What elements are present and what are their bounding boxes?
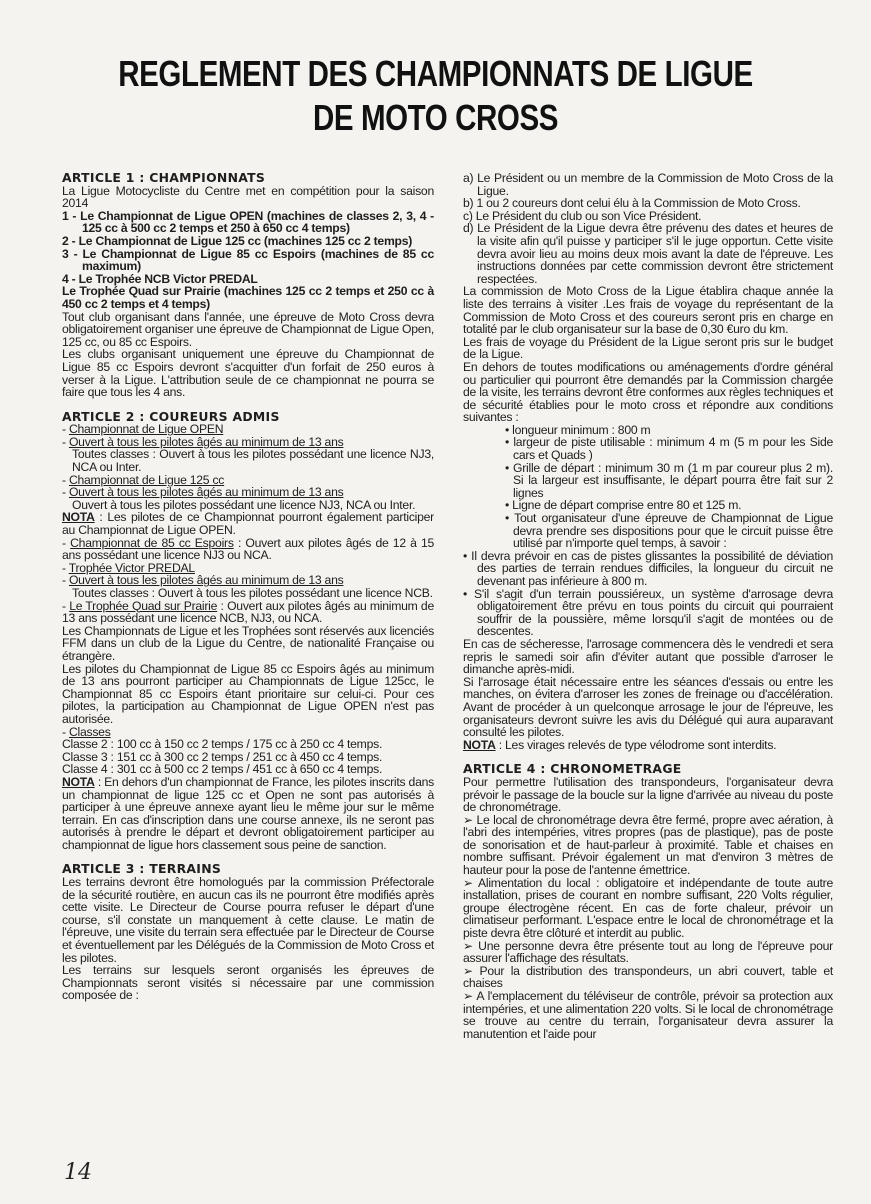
terrain-paragraph-1: La commission de Moto Cross de la Ligue établira chaque année la liste des terrains à visiter .Les frais de voyage du représentant de la Commission de Moto Cross et des coureurs seront pris en charge en totalité par le club organisateur sur la base de 0,30 €uro du km. [463, 284, 833, 337]
article-2-class-4: Classe 4 : 301 cc à 500 cc 2 temps / 451 cc à 650 cc 4 temps. [62, 762, 383, 777]
title-line-1: REGLEMENT DES CHAMPIONNATS DE LIGUE [118, 53, 753, 94]
article-4-paragraph-3: ➢ Alimentation du local : obligatoire et indépendante de toute autre installation, prises de courant en nombre suffisant, 220 Volts régulier, groupe électrogène récent. En cas de forte chaleur, prévoir un climatiseur performant. L'espace entre le local de chronométrage et la piste devra être clôturé et interdit au public. [463, 875, 833, 941]
article-1-item-1: 1 - Le Championnat de Ligue OPEN (machines de classes 2, 3, 4 - 125 cc à 500 cc 2 temps et 250 à 650 cc 4 temps) [62, 208, 434, 236]
article-2-nota-1: NOTA : Les pilotes de ce Championnat pourront également participer au Championnat de Ligue OPEN. [62, 510, 434, 538]
condition-bullet-1: • longueur minimum : 800 m [505, 422, 651, 437]
right-column [463, 172, 833, 1040]
article-1-title: ARTICLE 1 : CHAMPIONNATS [62, 170, 266, 185]
article-3-paragraph-1: Les terrains devront être homologués par la commission Préfectorale de la sécurité routière, en aucun cas ils ne pourront être modifiés après cette visite. Le Directeur de Course pourra refuser le départ d'une course, s'il constate un manquement à cette clause. Le matin de l'épreuve, une visite du terrain sera effectuée par le Directeur de Course et éventuellement par les Délégués de la Commission de Moto Cross et les pilotes. [62, 875, 434, 965]
article-1-paragraph-1: Tout club organisant dans l'année, une épreuve de Moto Cross devra obligatoirement organiser une épreuve de Championnat de Ligue Open, 125 cc, ou 85 cc Espoirs. [62, 309, 434, 349]
page-number: 14 [64, 1160, 92, 1185]
article-2-list-1: - Championnat de Ligue OPEN [62, 422, 224, 437]
article-3-paragraph-2: Les terrains sur lesquels seront organisés les épreuves de Championnats seront visités si nécessaire par une commission composée de : [62, 963, 434, 1003]
condition-bullet-4: • Ligne de départ comprise entre 80 et 125 m. [505, 498, 742, 513]
commission-member-b: b) 1 ou 2 coureurs dont celui élu à la Commission de Moto Cross. [463, 196, 801, 211]
article-2-list-2-detail: Toutes classes : Ouvert à tous les pilotes possédant une licence NJ3, NCA ou Inter. [72, 447, 434, 475]
article-2-list-7: - Ouvert à tous les pilotes âgés au minimum de 13 ans [62, 573, 344, 588]
article-4-title: ARTICLE 4 : CHRONOMETRAGE [463, 761, 682, 777]
article-2-title: ARTICLE 2 : COUREURS ADMIS [62, 408, 280, 424]
article-2-list-3: - Championnat de Ligue 125 cc [62, 472, 225, 487]
condition-bullet-5: • Tout organisateur d'une épreuve de Championnat de Ligue devra prendre ses dispositions pour que le circuit puisse être utilisé par n'importe quel temps, à savoir : [505, 511, 833, 551]
article-1-item-3: 3 - Le Championnat de Ligue 85 cc Espoirs (machines de 85 cc maximum) [62, 246, 434, 274]
left-column [62, 172, 434, 1002]
terrain-paragraph-4: En cas de sécheresse, l'arrosage commencera dès le vendredi et sera repris le samedi soir afin d'éviter autant que possible d'arroser le dimanche après-midi. [463, 636, 833, 677]
commission-member-c: c) Le Président du club ou son Vice Président. [463, 208, 702, 223]
terrain-nota: NOTA : Les virages relevés de type vélodrome sont interdits. [463, 737, 777, 752]
weather-bullet-2: • S'il s'agit d'un terrain poussiéreux, un système d'arrosage devra obligatoirement être prévu en tous points du circuit qui pourraient souffrir de la poussière, même lorsqu'il s'agit de montées ou de descentes. [463, 586, 833, 639]
article-4-paragraph-4: ➢ Une personne devra être présente tout au long de l'épreuve pour assurer l'affichage des résultats. [463, 938, 833, 966]
title-line-2: DE MOTO CROSS [312, 97, 559, 138]
commission-member-d: d) Le Président de la Ligue devra être prévenu des dates et heures de la visite afin qu'il puisse y participer s'il le juge opportun. Cette visite devra avoir lieu au moins deux mois avant la date de l'épreuve. Les instructions données par cette commission devront être strictement respectées. [463, 221, 833, 286]
article-4-paragraph-5: ➢ Pour la distribution des transpondeurs, un abri couvert, table et chaises [463, 963, 833, 991]
article-2-list-4-detail: Ouvert à tous les pilotes possédant une licence NJ3, NCA ou Inter. [72, 497, 416, 512]
article-2-class-2: Classe 2 : 100 cc à 150 cc 2 temps / 175 cc à 250 cc 4 temps. [62, 737, 383, 752]
weather-bullet-1: • Il devra prévoir en cas de pistes glissantes la possibilité de déviation des parties de terrain rendues difficiles, la longueur du circuit ne devenant pas inférieure à 800 m. [463, 548, 833, 588]
article-2-list-5: - Championnat de 85 cc Espoirs : Ouvert aux pilotes âgés de 12 à 15 ans possédant une licence NJ3 ou NCA. [62, 535, 434, 563]
condition-bullet-2: • largeur de piste utilisable : minimum 4 m (5 m pour les Side cars et Quads ) [505, 435, 833, 463]
article-4-paragraph-2: ➢ Le local de chronométrage devra être fermé, propre avec aération, à l'abri des intempéries, vitres propres (pas de plastique), pas de poste de sonorisation et de haut-parleur à proximité. Table et chaises en nombre suffisant. Prévoir également un mat d'environ 3 mètres de hauteur pour la pose de l'antenne émettrice. [463, 812, 833, 878]
terrain-paragraph-2: Les frais de voyage du Président de la Ligue seront pris sur le budget de la Ligue. [463, 334, 833, 362]
article-1-intro: La Ligue Motocycliste du Centre met en compétition pour la saison 2014 [62, 183, 434, 211]
document-title [78, 52, 792, 140]
article-2-list-8: - Le Trophée Quad sur Prairie : Ouvert aux pilotes âgés au minimum de 13 ans possédant une licence NCB, NJ3, ou NCA. [62, 598, 434, 626]
article-2-list-4: - Ouvert à tous les pilotes âgés au minimum de 13 ans [62, 485, 344, 500]
terrain-paragraph-3: En dehors de toutes modifications ou aménagements d'ordre général ou particulier qui pourront être demandés par la Commission chargée de la visite, les terrains devront être conformes aux règles techniques et de sécurité établies pour le moto cross et répondre aux conditions suivantes : [463, 359, 833, 425]
commission-member-a: a) Le Président ou un membre de la Commission de Moto Cross de la Ligue. [463, 171, 833, 198]
article-2-list-6: - Trophée Victor PREDAL [62, 560, 195, 575]
article-3-title: ARTICLE 3 : TERRAINS [62, 861, 222, 877]
article-2-classes-label: - Classes [62, 724, 111, 739]
article-4-paragraph-6: ➢ A l'emplacement du téléviseur de contrôle, prévoir sa protection aux intempéries, et une alimentation 220 volts. Si le local de chronométrage se trouve au centre du terrain, l'organisateur devra assurer la manutention et l'aide pour [463, 989, 833, 1041]
terrain-paragraph-5: Si l'arrosage était nécessaire entre les séances d'essais ou entre les manches, on évitera d'arroser les zones de freinage ou d'accélération. Avant de procéder à un quelconque arrosage le jour de l'épreuve, les organisateurs devront suivre les avis du Délégué qui aura auparavant consulté les pilotes. [463, 674, 833, 740]
article-2-nota-2: NOTA : En dehors d'un championnat de France, les pilotes inscrits dans un championnat de ligue 125 cc et Open ne sont pas autorisés à participer à une épreuve annexe ayant lieu le même jour sur le même terrain. En cas d'inscription dans une course annexe, ils ne seront pas autorisés à prendre le départ et devront obligatoirement participer au championnat de ligue hors classement sous peine de sanction. [62, 774, 434, 852]
article-1-item-2: 2 - Le Championnat de Ligue 125 cc (machines 125 cc 2 temps) [62, 233, 413, 248]
article-2-list-2: - Ouvert à tous les pilotes âgés au minimum de 13 ans [62, 434, 344, 449]
article-1-item-4: 4 - Le Trophée NCB Victor PREDAL [62, 271, 258, 286]
article-1-item-5: Le Trophée Quad sur Prairie (machines 125 cc 2 temps et 250 cc à 450 cc 2 temps et 4 temps) [62, 284, 434, 311]
article-4-paragraph-1: Pour permettre l'utilisation des transpondeurs, l'organisateur devra prévoir le passage de la boucle sur la ligne d'arrivée au niveau du poste de chronométrage. [463, 774, 833, 815]
condition-bullet-3: • Grille de départ : minimum 30 m (1 m par coureur plus 2 m). Si la largeur est insuffisante, le départ pourra être fait sur 2 lignes [505, 460, 833, 500]
article-2-paragraph-1: Les Championnats de Ligue et les Trophées sont réservés aux licenciés FFM dans un club de la Ligue du Centre, de nationalité Française ou étrangère. [62, 623, 434, 663]
article-1-paragraph-2: Les clubs organisant uniquement une épreuve du Championnat de Ligue 85 cc Espoirs devront s'acquitter d'un forfait de 250 euros à verser à la Ligue. L'attribution seule de ce championnat ne pourra se faire que tous les 4 ans. [62, 347, 434, 400]
article-2-class-3: Classe 3 : 151 cc à 300 cc 2 temps / 251 cc à 450 cc 4 temps. [62, 749, 383, 764]
article-2-paragraph-2: Les pilotes du Championnat de Ligue 85 cc Espoirs âgés au minimum de 13 ans pourront participer au Championnats de Ligue 125cc, le Championnat 85 cc Espoirs étant prioritaire sur celui-ci. Pour ces pilotes, la participation au Championnat de Ligue OPEN n'est pas autorisée. [62, 661, 434, 726]
article-2-list-7-detail: Toutes classes : Ouvert à tous les pilotes possédant une licence NCB. [72, 586, 433, 600]
